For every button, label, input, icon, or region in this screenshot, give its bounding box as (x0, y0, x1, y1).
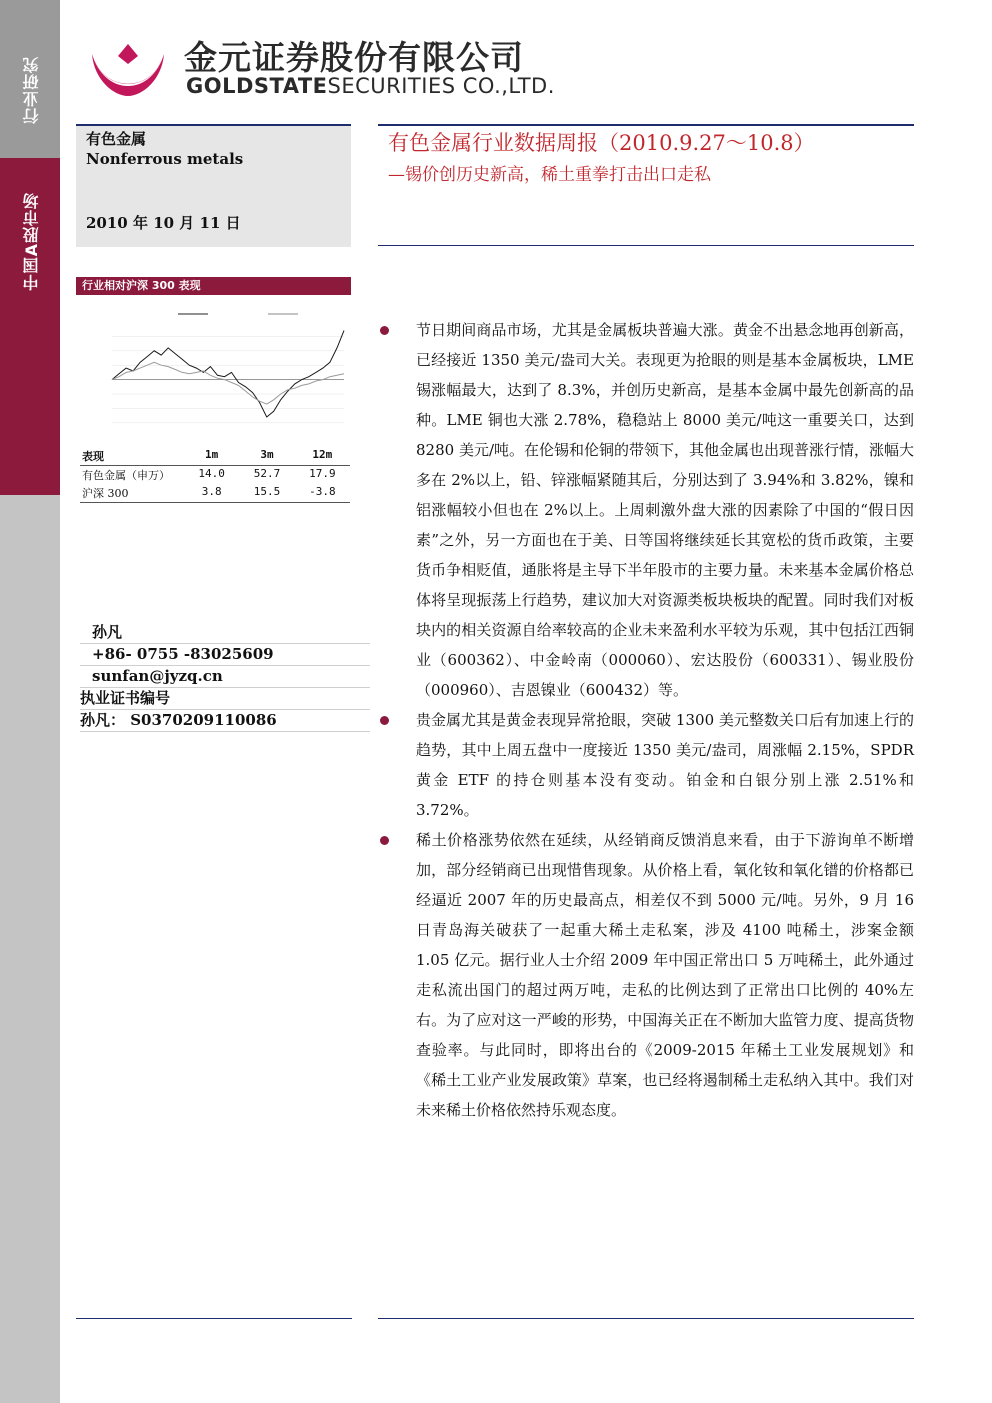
brand-name-en-bold: GOLDSTATE (186, 74, 328, 98)
analyst-email[interactable]: sunfan@jyzq.cn (80, 666, 370, 688)
performance-table (80, 447, 350, 503)
bullet-paragraph (380, 825, 914, 1125)
table-cell: 15.5 (239, 484, 294, 503)
bullet-dot-icon (380, 326, 389, 335)
sidebar-label-research: 行业研究 (22, 56, 41, 124)
table-cell: 52.7 (253, 467, 281, 480)
brand-name-en (186, 74, 555, 98)
table-row (80, 466, 350, 485)
sidebar-label-market: 中国A股市场 (22, 192, 41, 291)
bullet-paragraph (380, 705, 914, 825)
title-top-rule (378, 124, 914, 126)
bullet-paragraph (380, 315, 914, 705)
chart-series-line-1 (112, 331, 344, 417)
cert-number: 孙凡： S0370209110086 (80, 710, 370, 732)
footer-rule-left (76, 1318, 352, 1319)
sector-name-cn: 有色金属 (86, 130, 147, 148)
table-cell-name: 有色金属（申万） (82, 469, 170, 482)
table-row (80, 484, 350, 503)
table-header-cell: 12m (295, 447, 350, 466)
table-header-cell: 3m (239, 447, 294, 466)
brand-name-cn: 金元证券股份有限公司 (184, 38, 524, 77)
report-date: 2010 年 10 月 11 日 (86, 214, 241, 232)
table-header-cell: 表现 (80, 447, 184, 466)
analyst-phone: +86- 0755 -83025609 (80, 644, 370, 666)
chart-gridlines (112, 336, 344, 422)
table-cell: 17.9 (309, 467, 336, 480)
chart-series-line-2 (112, 362, 344, 404)
brand-name-en-rest: SECURITIES CO.,LTD. (327, 74, 555, 98)
sidebar-bottom-band (0, 495, 60, 1403)
table-cell: 3.8 (184, 484, 239, 503)
analyst-info (80, 622, 370, 732)
footer-rule-right (378, 1318, 914, 1319)
report-subtitle: —锡价创历史新高，稀土重拳打击出口走私 (388, 165, 711, 185)
bullet-text: 贵金属尤其是黄金表现异常抢眼，突破 1300 美元整数关口后有加速上行的趋势，其中上周五盘中一度接近 1350 美元/盎司，周涨幅 2.15%，SPDR 黄金 ETF 的持仓则基本没有变动。铂金和白银分别上涨 2.51%和 3.72%。 (416, 711, 914, 819)
report-title: 有色金属行业数据周报（2010.9.27～10.8） (388, 131, 815, 155)
chart-section-header: 行业相对沪深 300 表现 (76, 277, 351, 295)
table-cell-name: 沪深 300 (80, 484, 184, 503)
analyst-name: 孙凡 (80, 622, 370, 644)
bullet-dot-icon (380, 716, 389, 725)
goldstate-logo-icon (88, 30, 168, 100)
cert-label: 执业证书编号 (80, 688, 370, 710)
chart-series-group (112, 331, 344, 417)
report-body (380, 315, 914, 1125)
title-bottom-rule (378, 245, 914, 246)
bullet-text: 稀土价格涨势依然在延续，从经销商反馈消息来看，由于下游询单不断增加，部分经销商已出现惜售现象。从价格上看，氧化钕和氧化镨的价格都已经逼近 2007 年的历史最高点，相差仅不到 5000 元/吨。另外，9 月 16 日青岛海关破获了一起重大稀土走私案，涉及 4100 吨稀土，涉案金额 1.05 亿元。据行业人士介绍 2009 年中国正常出口 5 万吨稀土，此外通过走私流出国门的超过两万吨，走私的比例达到了正常出口比例的 40%左右。为了应对这一严峻的形势，中国海关正在不断加大监管力度、提高货物查验率。与此同时，即将出台的《2009-2015 年稀土工业发展规划》和《稀土工业产业发展政策》草案，也已经将遏制稀土走私纳入其中。我们对未来稀土价格依然持乐观态度。 (416, 831, 914, 1119)
bullet-dot-icon (380, 836, 389, 845)
table-header-cell: 1m (184, 447, 239, 466)
table-cell: 14.0 (198, 467, 225, 480)
table-cell: -3.8 (295, 484, 350, 503)
sector-name-en: Nonferrous metals (86, 150, 244, 168)
relative-performance-chart (90, 300, 350, 435)
bullet-text: 节日期间商品市场，尤其是金属板块普遍大涨。黄金不出悬念地再创新高，已经接近 1350 美元/盎司大关。表现更为抢眼的则是基本金属板块，LME 锡涨幅最大，达到了 8.3%，并创历史新高，是基本金属中最先创新高的品种。LME 铜也大涨 2.78%，稳稳站上 8000 美元/吨这一重要关口，达到 8280 美元/吨。在伦锡和伦铜的带领下，其他金属也出现普涨行情，涨幅大多在 2%以上，铅、锌涨幅紧随其后，分别达到了 3.94%和 3.82%，镍和铝涨幅较小但也在 2%以上。上周刺激外盘大涨的因素除了中国的“假日因素”之外，另一方面也在于美、日等国将继续延长其宽松的货币政策，主要货币争相贬值，通胀将是主导下半年股市的主要力量。未来基本金属价格总体将呈现振荡上行趋势，建议加大对资源类板块板块的配置。同时我们对板块内的相关资源自给率较高的企业未来盈利水平较为乐观，其中包括江西铜业（600362）、中金岭南（000060）、宏达股份（600331）、锡业股份（000960）、吉恩镍业（600432）等。 (416, 321, 914, 699)
